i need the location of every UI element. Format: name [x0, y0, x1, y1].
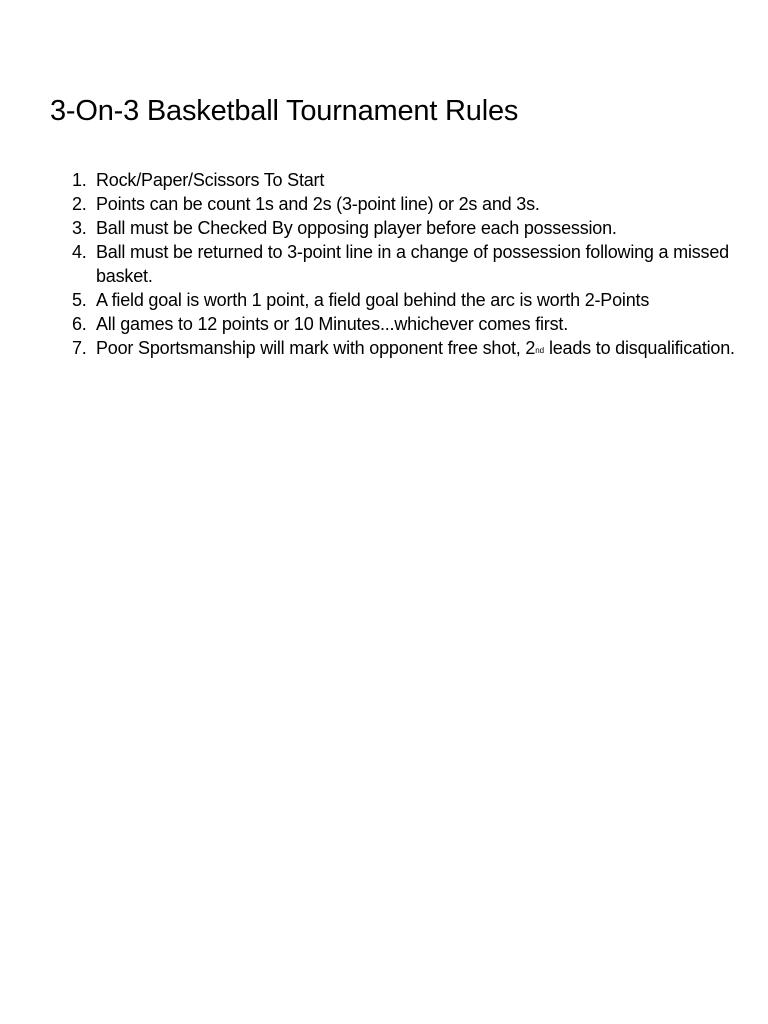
rule-text: Ball must be Checked By opposing player before each possession.: [96, 218, 617, 238]
list-item: [72, 312, 762, 336]
rule-text-after: leads to disqualification.: [544, 338, 735, 358]
rule-text: Rock/Paper/Scissors To Start: [96, 170, 325, 190]
list-item: [72, 336, 762, 364]
rule-text: Ball must be returned to 3-point line in a change of possession following a missed basket.: [96, 242, 729, 286]
rule-text: A field goal is worth 1 point, a field goal behind the arc is worth 2-Points: [96, 290, 650, 310]
rule-text: [96, 336, 762, 364]
rule-text: All games to 12 points or 10 Minutes...whichever comes first.: [96, 314, 569, 334]
rule-number: 1.: [72, 170, 87, 190]
rule-number: 4.: [72, 242, 87, 262]
list-item: [72, 288, 762, 312]
page-title: 3-On-3 Basketball Tournament Rules: [50, 95, 519, 127]
list-item: [72, 192, 762, 216]
rule-text-before: Poor Sportsmanship will mark with opponent free shot, 2: [96, 338, 536, 358]
list-item: [72, 240, 762, 288]
rule-text: Points can be count 1s and 2s (3-point line) or 2s and 3s.: [96, 194, 540, 214]
rule-number: 2.: [72, 194, 87, 214]
rules-list: [72, 168, 762, 364]
ordinal-superscript: nd: [535, 346, 545, 355]
rule-number: 3.: [72, 218, 87, 238]
rule-number: 7.: [72, 338, 87, 358]
rule-number: 6.: [72, 314, 87, 334]
list-item: [72, 168, 762, 192]
rule-number: 5.: [72, 290, 87, 310]
list-item: [72, 216, 762, 240]
